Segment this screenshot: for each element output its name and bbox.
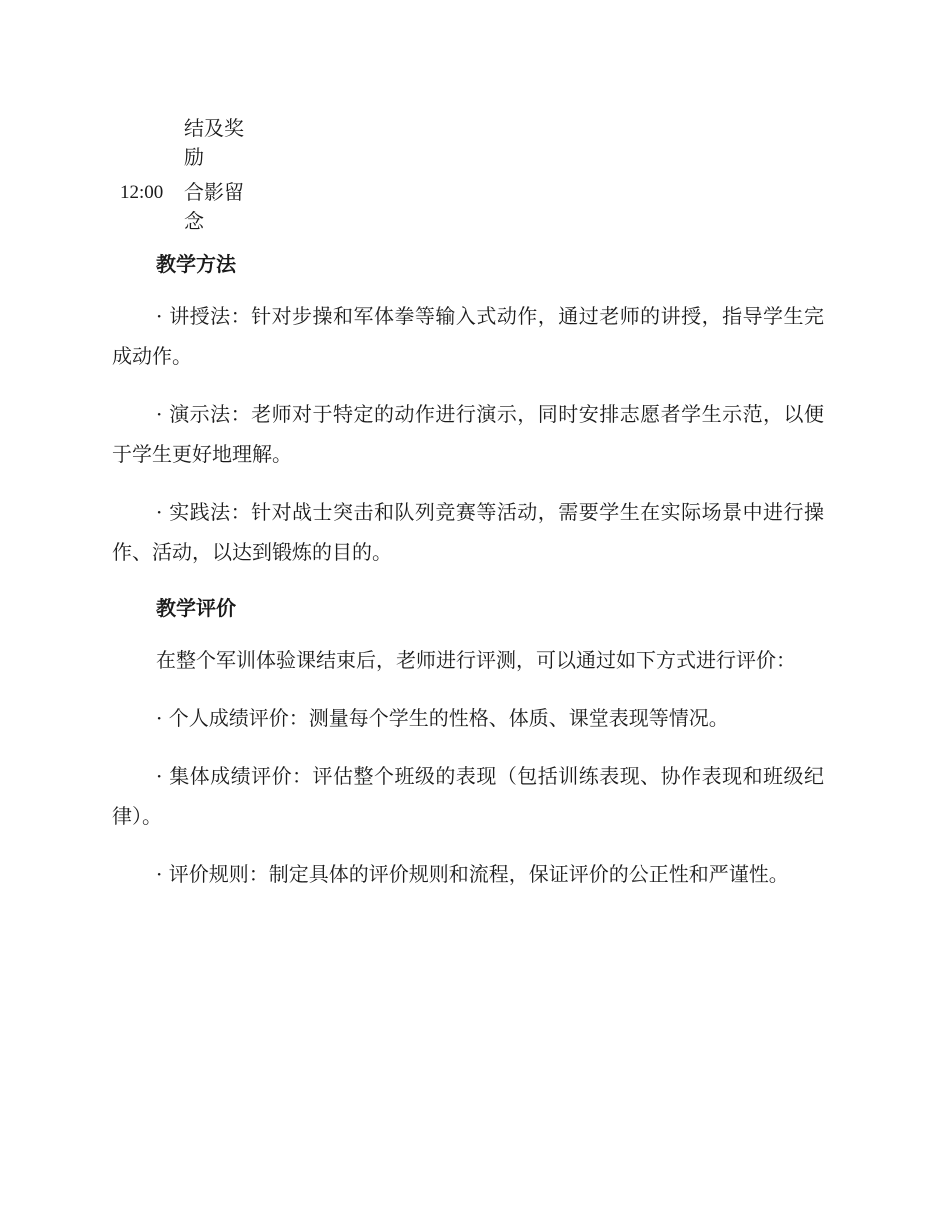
evaluation-item: · 个人成绩评价：测量每个学生的性格、体质、课堂表现等情况。 — [156, 706, 729, 730]
method-item: · 演示法：老师对于特定的动作进行演示，同时安排志愿者学生示范，以便于学生更好地理解。 — [112, 402, 824, 466]
section-heading-methods: 教学方法 — [156, 252, 236, 276]
method-item: · 讲授法：针对步操和军体拳等输入式动作，通过老师的讲授，指导学生完成动作。 — [112, 304, 824, 368]
schedule-event: 结及奖励 — [184, 116, 244, 169]
schedule-time: 12:00 — [120, 182, 164, 203]
schedule-event: 合影留念 — [184, 180, 244, 233]
schedule-row — [112, 114, 272, 172]
schedule-table — [112, 114, 272, 242]
document-body — [112, 246, 824, 912]
evaluation-intro: 在整个军训体验课结束后，老师进行评测，可以通过如下方式进行评价： — [156, 648, 796, 672]
schedule-time — [112, 114, 184, 172]
method-item: · 实践法：针对战士突击和队列竞赛等活动，需要学生在实际场景中进行操作、活动，以达到锻炼的目的。 — [112, 500, 824, 564]
section-heading-evaluation: 教学评价 — [156, 596, 236, 620]
evaluation-item: · 评价规则：制定具体的评价规则和流程，保证评价的公正性和严谨性。 — [156, 862, 789, 886]
schedule-row — [112, 178, 272, 236]
evaluation-item: · 集体成绩评价：评估整个班级的表现（包括训练表现、协作表现和班级纪律）。 — [112, 764, 824, 828]
